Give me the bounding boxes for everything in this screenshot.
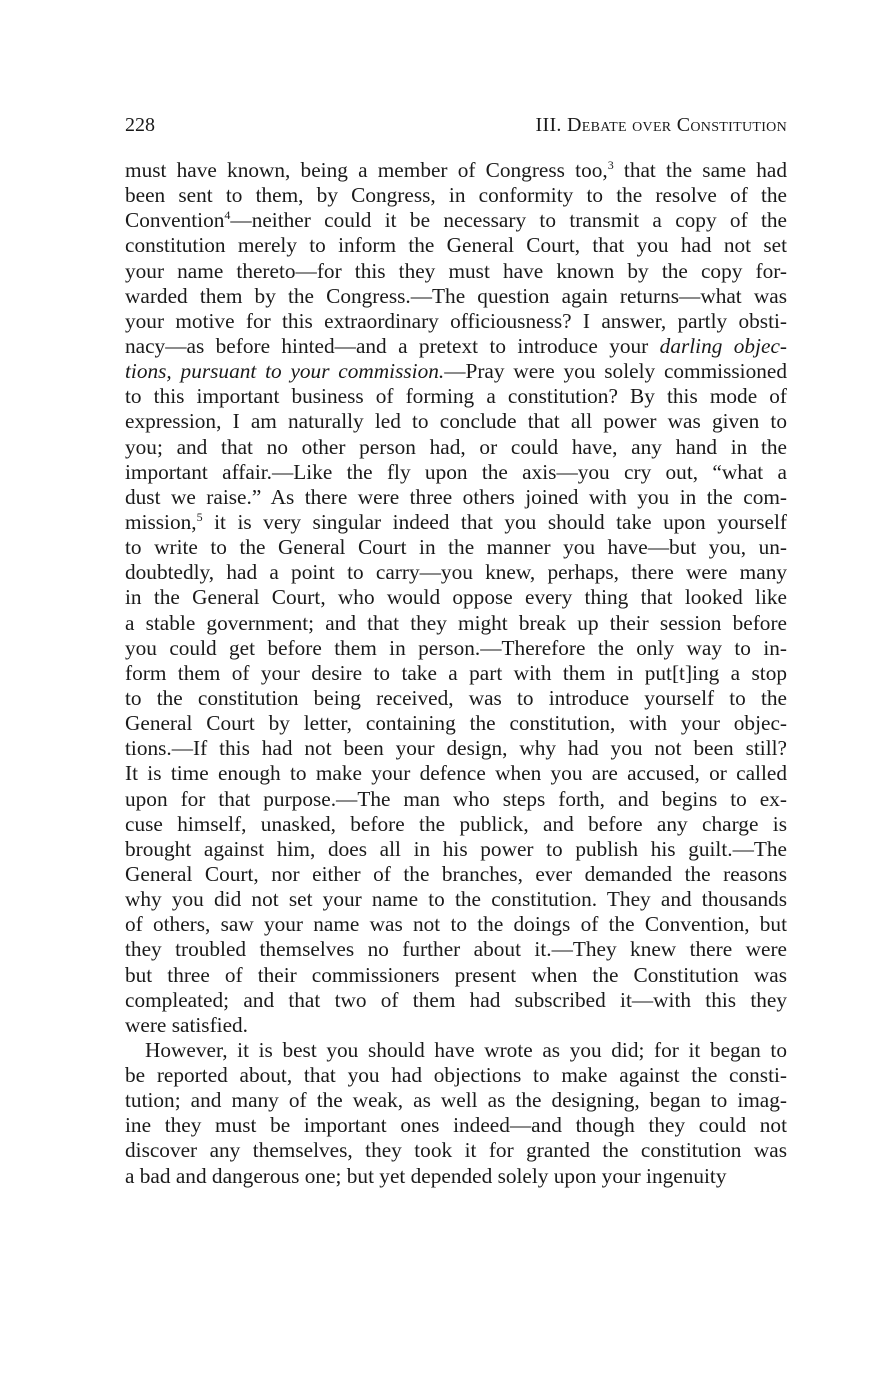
text-line [125, 233, 787, 258]
running-head [125, 110, 787, 140]
text-line [125, 887, 787, 912]
text-segment: your motive for this extraordinary officiousness? I answer, partly obsti- [125, 308, 787, 333]
text-segment: to write to the General Court in the manner you have—but you, un- [125, 535, 787, 560]
text-segment: cuse himself, unasked, before the publick, and before any charge is [125, 811, 787, 836]
text-segment: in the General Court, who would oppose every thing that looked like [125, 585, 787, 610]
text-segment: tution; and many of the weak, as well as the designing, began to imag- [125, 1088, 787, 1113]
footnote-marker: 5 [196, 509, 203, 524]
text-line [125, 560, 787, 585]
text-line [125, 837, 787, 862]
text-line [125, 1113, 787, 1138]
text-segment: of others, saw your name was not to the doings of the Convention, but [125, 912, 787, 937]
text-segment: you; and that no other person had, or could have, any hand in the [125, 434, 787, 459]
paragraph [125, 1038, 787, 1189]
text-segment: tions.—If this had not been your design, why had you not been still? [125, 736, 787, 761]
text-segment: warded them by the Congress.—The question again returns—what was [125, 283, 787, 308]
text-segment: General Court by letter, containing the constitution, with your objec- [125, 711, 787, 736]
text-segment: brought against him, does all in his power to publish his guilt.—The [125, 836, 787, 861]
text-line [125, 736, 787, 761]
footnote-marker: 4 [224, 208, 231, 223]
text-segment: were satisfied. [125, 1012, 248, 1037]
section-title: III. Debate over Constitution [535, 114, 787, 136]
text-line [125, 359, 787, 384]
text-line [125, 384, 787, 409]
text-segment: upon for that purpose.—The man who steps forth, and begins to ex- [125, 786, 787, 811]
text-segment: a stable government; and that they might break up their session before [125, 610, 787, 635]
text-segment: to the constitution being received, was to introduce yourself to the [125, 685, 787, 710]
page-number: 228 [125, 114, 155, 136]
text-line [125, 937, 787, 962]
text-segment: ine they must be important ones indeed—and though they could not [125, 1113, 787, 1138]
text-segment: why you did not set your name to the constitution. They and thousands [125, 887, 787, 912]
text-segment: constitution merely to inform the General Court, that you had not set [125, 233, 787, 258]
text-line [125, 208, 787, 233]
text-line [125, 460, 787, 485]
text-segment: tions, pursuant to your commission. [125, 359, 445, 384]
text-line [125, 485, 787, 510]
text-line [125, 1138, 787, 1163]
text-line [125, 1164, 787, 1189]
text-line [125, 686, 787, 711]
text-line [125, 334, 787, 359]
text-line [125, 661, 787, 686]
text-line [125, 435, 787, 460]
text-segment: important affair.—Like the fly upon the axis—you cry out, “what a [125, 459, 787, 484]
text-line [125, 787, 787, 812]
text-segment: General Court, nor either of the branches, ever demanded the reasons [125, 861, 787, 886]
text-line [125, 259, 787, 284]
text-line [125, 611, 787, 636]
text-segment: mission, [125, 509, 197, 534]
text-segment: your name thereto—for this they must have known by the copy for- [125, 258, 787, 283]
text-segment: nacy—as before hinted—and a pretext to introduce your [125, 333, 660, 358]
text-segment: you could get before them in person.—Therefore the only way to in- [125, 635, 787, 660]
text-segment: —neither could it be necessary to transmit a copy of the [230, 208, 787, 233]
text-line [125, 1038, 787, 1063]
text-segment: be reported about, that you had objections to make against the consti- [125, 1063, 787, 1088]
text-segment: to this important business of forming a constitution? By this mode of [125, 384, 787, 409]
text-segment: compleated; and that two of them had subscribed it—with this they [125, 987, 787, 1012]
text-line [125, 183, 787, 208]
text-line [125, 284, 787, 309]
text-segment: form them of your desire to take a part with them in put[t]ing a stop [125, 660, 787, 685]
text-line [125, 585, 787, 610]
text-line [125, 1013, 787, 1038]
text-segment: been sent to them, by Congress, in conformity to the resolve of the [125, 183, 787, 208]
text-segment: a bad and dangerous one; but yet depended solely upon your ingenuity [125, 1163, 727, 1188]
text-line [125, 309, 787, 334]
text-line [125, 862, 787, 887]
text-line [125, 158, 787, 183]
text-segment: that the same had [613, 158, 788, 182]
text-segment: darling objec- [659, 333, 787, 358]
text-segment: —Pray were you solely commissioned [444, 359, 787, 384]
text-segment: expression, I am naturally led to conclude that all power was given to [125, 409, 787, 434]
text-line [125, 988, 787, 1013]
footnote-marker: 3 [607, 158, 614, 172]
text-line [125, 636, 787, 661]
text-line [125, 963, 787, 988]
text-segment: doubtedly, had a point to carry—you knew, perhaps, there were many [125, 560, 787, 585]
text-segment: but three of their commissioners present when the Constitution was [125, 962, 787, 987]
text-line [125, 510, 787, 535]
text-segment: Convention [125, 208, 225, 233]
paragraph [125, 158, 787, 1038]
text-line [125, 711, 787, 736]
text-line [125, 812, 787, 837]
text-segment: It is time enough to make your defence when you are accused, or called [125, 761, 787, 786]
text-line [125, 761, 787, 786]
text-line [125, 1088, 787, 1113]
text-line [125, 1063, 787, 1088]
text-segment: they troubled themselves no further about it.—They knew there were [125, 937, 787, 962]
text-line [125, 409, 787, 434]
text-segment: must have known, being a member of Congress too, [125, 158, 608, 182]
text-segment: discover any themselves, they took it for granted the constitution was [125, 1138, 787, 1163]
body-text [125, 158, 787, 1189]
text-line [125, 535, 787, 560]
text-segment: it is very singular indeed that you should take upon yourself [202, 509, 787, 534]
text-segment: However, it is best you should have wrote as you did; for it began to [145, 1037, 787, 1062]
text-segment: dust we raise.” As there were three others joined with you in the com- [125, 484, 787, 509]
text-line [125, 912, 787, 937]
